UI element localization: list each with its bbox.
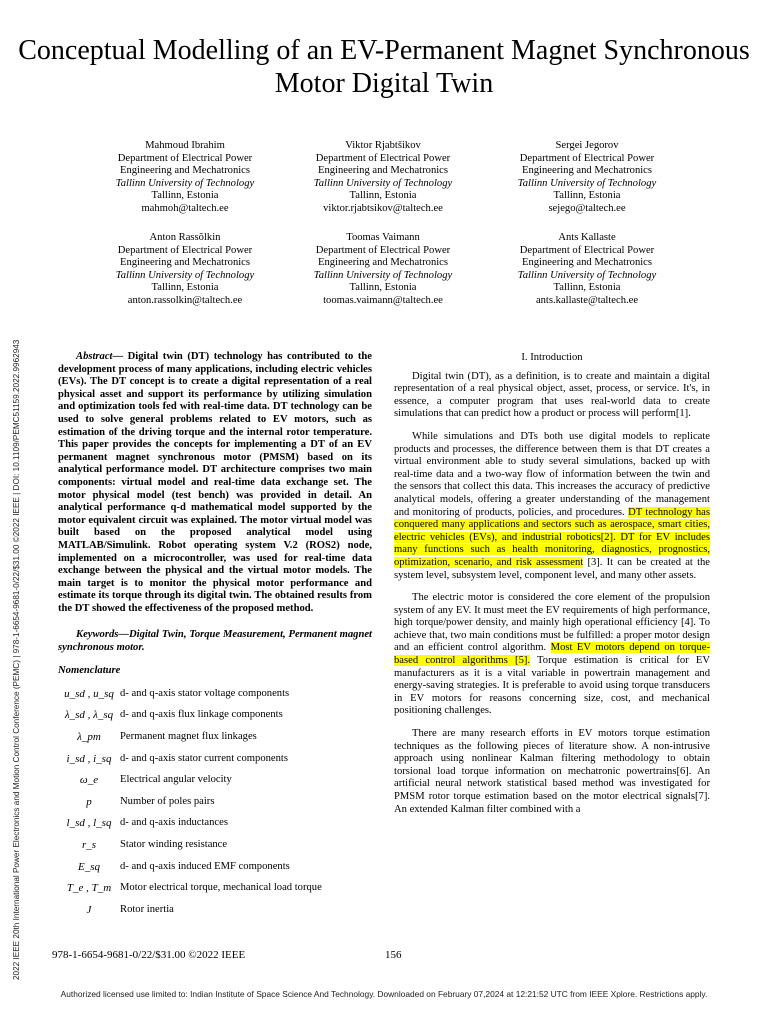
author-email[interactable]: viktor.rjabtsikov@taltech.ee: [323, 202, 443, 214]
author-department-line2: Engineering and Mechatronics: [119, 257, 251, 269]
author-6: [482, 232, 692, 308]
author-city: Tallinn, Estonia: [349, 282, 417, 294]
nomenclature-symbol: l_sd , l_sq: [66, 817, 112, 830]
abstract-label: Abstract: [76, 351, 113, 362]
paper-title: Conceptual Modelling of an EV-Permanent Magnet Synchronous Motor Digital Twin: [18, 35, 750, 99]
intro-paragraph: [394, 371, 710, 421]
author-email[interactable]: ants.kallaste@taltech.ee: [535, 294, 639, 306]
paragraph-text: There are many research efforts in EV motors torque estimation techniques as the following pieces of literature show. A non-intrusive approach using nonlinear Kalman filtering methodology to obtain torsional load torque information on mechatronic powertrains[6]. An artificial neural network statistical based method was investigated for PMSM rotor torque estimation based on the motor electrical signals[7]. An extended Kalman filter combined with a: [394, 728, 710, 815]
nomenclature-row: [58, 899, 372, 921]
author-1: [80, 140, 290, 216]
author-department-line2: Engineering and Mechatronics: [317, 257, 449, 269]
author-department: Department of Electrical Power: [519, 244, 655, 256]
author-city: Tallinn, Estonia: [151, 282, 219, 294]
paragraph-text: Torque estimation is critical for EV manufacturers as it is a vital variable in powertrain management and energy-saving strategies. It is preferable to avoid using torque transducers in EV motors for reasons concerning size, cost, and mechanical positioning challenges.: [394, 655, 710, 717]
nomenclature-description: d- and q-axis stator voltage components: [120, 687, 290, 699]
nomenclature-row: [58, 726, 372, 748]
nomenclature-symbol: p: [86, 795, 92, 808]
nomenclature-symbol: T_e , T_m: [66, 882, 112, 895]
author-department: Department of Electrical Power: [315, 244, 451, 256]
author-email[interactable]: mahmoh@taltech.ee: [141, 202, 229, 214]
nomenclature-symbol: E_sq: [78, 860, 100, 873]
author-university: Tallinn University of Technology: [313, 269, 453, 281]
nomenclature-description: d- and q-axis inductances: [120, 817, 228, 829]
author-department: Department of Electrical Power: [117, 152, 253, 164]
paragraph-text: The electric motor is considered the core element of the propulsion system of any EV. It must meet the EV requirements of high performance, high torque/power density, and mainly high operational efficiency [4]. To achieve that, two main conditions must be fulfilled: a proper motor design and an efficient control algorithm.: [394, 592, 710, 654]
author-2: [278, 140, 488, 216]
author-university: Tallinn University of Technology: [517, 177, 657, 189]
right-column: [394, 351, 710, 826]
author-name: Anton Rassõlkin: [149, 232, 221, 243]
nomenclature-row: [58, 813, 372, 835]
author-department-line2: Engineering and Mechatronics: [521, 165, 653, 177]
introduction-body: [394, 371, 710, 817]
nomenclature-description: Motor electrical torque, mechanical load torque: [120, 882, 322, 894]
nomenclature-list: [58, 683, 372, 921]
nomenclature-symbol: ω_e: [79, 774, 99, 787]
page-number: 156: [385, 949, 402, 961]
nomenclature-row: [58, 878, 372, 900]
author-name: Viktor Rjabtšikov: [345, 140, 421, 151]
author-email[interactable]: toomas.vaimann@taltech.ee: [323, 294, 443, 306]
author-city: Tallinn, Estonia: [151, 190, 219, 202]
author-name: Ants Kallaste: [558, 232, 616, 243]
nomenclature-symbol: i_sd , i_sq: [66, 752, 112, 765]
nomenclature-description: d- and q-axis stator current components: [120, 752, 288, 764]
nomenclature-row: [58, 748, 372, 770]
nomenclature-row: [58, 705, 372, 727]
nomenclature-symbol: J: [86, 903, 92, 916]
author-department: Department of Electrical Power: [315, 152, 451, 164]
license-notice: Authorized licensed use limited to: Indian Institute of Space Science And Technology. Downloaded on February 07,2024 at 12:21:52 UTC from IEEE Xplore. Restrictions apply.: [60, 989, 708, 999]
author-department-line2: Engineering and Mechatronics: [119, 165, 251, 177]
author-university: Tallinn University of Technology: [115, 177, 255, 189]
keywords: Keywords—Digital Twin, Torque Measurement, Permanent magnet synchronous motor.: [58, 629, 372, 654]
author-university: Tallinn University of Technology: [517, 269, 657, 281]
author-department: Department of Electrical Power: [117, 244, 253, 256]
author-department-line2: Engineering and Mechatronics: [317, 165, 449, 177]
nomenclature-row: [58, 770, 372, 792]
author-email[interactable]: sejego@taltech.ee: [548, 202, 626, 214]
author-name: Sergei Jegorov: [555, 140, 619, 151]
paragraph-text: While simulations and DTs both use digital models to replicate products and processes, the difference between them is that DT creates a virtual environment able to study several simulations, backed up with real-time data and a two-way flow of information between the twin and the sensors that collect this data. This increases the accuracy of predictive analytical models, offering a greater understanding of the management and monitoring of products, policies, and procedures.: [394, 430, 710, 518]
abstract: [58, 351, 372, 615]
nomenclature-symbol: r_s: [81, 838, 97, 851]
intro-paragraph: [394, 728, 710, 816]
author-department: Department of Electrical Power: [519, 152, 655, 164]
intro-paragraph: [394, 592, 710, 718]
author-4: [80, 232, 290, 308]
nomenclature-description: Stator winding resistance: [120, 838, 228, 850]
author-3: [482, 140, 692, 216]
nomenclature-symbol: u_sd , u_sq: [64, 687, 114, 700]
paragraph-text: [3]. It can be created at the system level, subsystem level, component level, and many other assets.: [394, 556, 711, 581]
section-heading: I. Introduction: [521, 352, 583, 363]
author-university: Tallinn University of Technology: [115, 269, 255, 281]
nomenclature-symbol: λ_sd , λ_sq: [64, 709, 114, 722]
highlighted-text: Most EV motors depend on torque-based control algorithms [5].: [394, 642, 710, 667]
author-name: Toomas Vaimann: [346, 232, 420, 243]
footer-copyright: 978-1-6654-9681-0/22/$31.00 ©2022 IEEE: [52, 949, 246, 961]
intro-paragraph: [394, 431, 710, 582]
nomenclature-description: Electrical angular velocity: [120, 774, 232, 786]
highlighted-text: DT technology has conquered many applications and sectors such as aerospace, smart cities, electric vehicles (EVs), and industrial robotics[2]. DT for EV includes many functions such as health monitoring, diagnostics, prognostics, optimization, scenario, and risk assessment: [394, 506, 711, 568]
nomenclature-description: d- and q-axis induced EMF components: [120, 860, 290, 872]
nomenclature-symbol: λ_pm: [77, 730, 101, 743]
nomenclature-row: [58, 683, 372, 705]
paragraph-text: Digital twin (DT), as a definition, is to create and maintain a digital representation of a real physical object, asset, process, or service. It's, in essence, a computer program that uses real-world data to create simulations that can predict how a product or process will perform[1].: [394, 370, 710, 420]
author-city: Tallinn, Estonia: [349, 190, 417, 202]
author-email[interactable]: anton.rassolkin@taltech.ee: [127, 294, 243, 306]
nomenclature-title: Nomenclature: [58, 664, 121, 676]
nomenclature-description: Number of poles pairs: [120, 795, 215, 807]
author-department-line2: Engineering and Mechatronics: [521, 257, 653, 269]
abstract-text: — Digital twin (DT) technology has contributed to the development process of many applications, including electric vehicles (EVs). The DT concept is to create a digital representation of a real physical asset and support its performance by utilizing simulation and optimization tools fed with real-time data. DT technology can be used to solve general problems related to EV motors, such as estimation of the driving torque and the internal rotor temperature. This paper provides the concepts for implementing a DT of an EV permanent magnet synchronous motor (PMSM) based on its analytical performance model. DT architecture comprises two main components: virtual model and real-time data exchange set. The motor physical model (test bench) was provided in detail. An analytical performance q-d mathematical model supported by the motor equivalent circuit was explained. The motor virtual model was built based on the proposed analytical model using MATLAB/Simulink. Robot operating system V.2 (ROS2) node, implemented on a microcontroller, was used for real-time data exchange between the physical and the virtual motor models. The main target is to monitor the physical motor performance and estimate its torque through its digital twin. The obtained results from the DT showed the effectiveness of the proposed method.: [58, 351, 372, 614]
nomenclature-row: [58, 791, 372, 813]
author-name: Mahmoud Ibrahim: [145, 140, 225, 151]
author-city: Tallinn, Estonia: [553, 282, 621, 294]
conference-sidebar: 2022 IEEE 20th International Power Electronics and Motion Control Conference (PEMC) | 978-1-6654-9681-0/22/$31.00 ©2022 IEEE | DOI: 10.1109/PEMC51159.2022.9962943: [12, 339, 21, 980]
nomenclature-description: d- and q-axis flux linkage components: [120, 709, 283, 721]
left-column: [58, 351, 372, 921]
nomenclature-description: Permanent magnet flux linkages: [120, 730, 257, 742]
author-5: [278, 232, 488, 308]
nomenclature-description: Rotor inertia: [120, 903, 174, 915]
nomenclature-row: [58, 856, 372, 878]
author-city: Tallinn, Estonia: [553, 190, 621, 202]
nomenclature-row: [58, 834, 372, 856]
author-university: Tallinn University of Technology: [313, 177, 453, 189]
